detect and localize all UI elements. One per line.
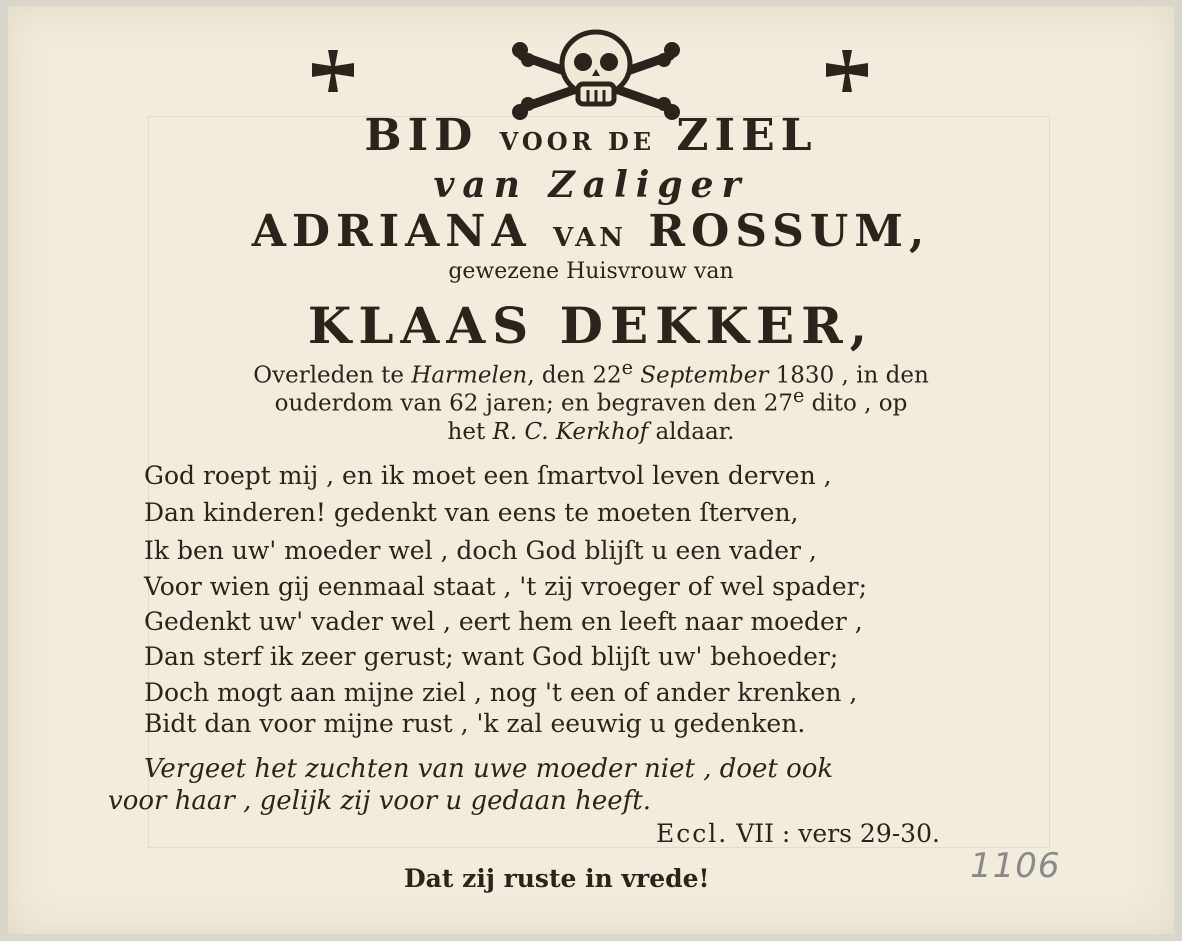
death-details-line-3: [8, 419, 1174, 445]
verse-line: Bidt dan voor mijne rust , 'k zal eeuwig u gedenken.: [144, 709, 806, 738]
verse-line: Voor wien gij eenmaal staat , 't zij vroeger of wel spader;: [144, 572, 868, 601]
verse-line: Gedenkt uw' vader wel , eert hem en leeft naar moeder ,: [144, 607, 863, 636]
citation-book: Eccl.: [656, 819, 729, 848]
scripture-citation: [656, 819, 940, 848]
memorial-card: [8, 6, 1174, 934]
heading-word: VOOR DE: [499, 127, 656, 156]
verse-line: Dan sterf ik zeer gerust; want God blijſt uw' behoeder;: [144, 642, 839, 671]
text-span: dito , op: [804, 390, 908, 417]
heading-word: ZIEL: [676, 110, 818, 161]
deceased-name: [8, 206, 1174, 257]
verse-line: Dan kinderen! gedenkt van eens te moeten ſterven,: [144, 498, 799, 527]
place-name: Harmelen: [411, 362, 528, 389]
skull-crossbones-icon: [508, 26, 683, 121]
month-name: September: [640, 362, 769, 389]
cross-pattee-icon: [822, 46, 872, 96]
exhortation-line: Vergeet het zuchten van uwe moeder niet , doet ook: [144, 754, 834, 784]
ordinal-suffix: e: [793, 384, 805, 407]
heading-van-zaliger: van Zaliger: [433, 164, 749, 206]
heading-word: BID: [364, 110, 479, 161]
death-details-line-2: [8, 384, 1174, 417]
text-span: Overleden te: [253, 362, 412, 389]
text-span: , den 22: [527, 362, 622, 389]
cross-pattee-icon: [308, 46, 358, 96]
verse-line: Ik ben uw' moeder wel , doch God blijſt u een vader ,: [144, 536, 817, 565]
citation-verse: VII : vers 29-30.: [728, 819, 940, 848]
verse-line: Doch mogt aan mijne ziel , nog 't een of ander krenken ,: [144, 678, 858, 707]
relation-line: gewezene Huisvrouw van: [448, 259, 734, 284]
ordinal-suffix: e: [621, 356, 633, 379]
text-span: het: [447, 419, 493, 445]
text-span: aldaar.: [648, 419, 735, 445]
name-word: VAN: [552, 223, 628, 253]
verse-line: God roept mij , en ik moet een ſmartvol leven derven ,: [144, 461, 832, 490]
text-span: 1830 , in den: [768, 362, 929, 389]
handwritten-inventory-number: 1106: [970, 846, 1061, 886]
exhortation-line: voor haar , gelijk zij voor u gedaan heeft.: [108, 786, 651, 816]
closing-prayer: Dat zij ruste in vrede!: [404, 864, 710, 893]
name-word: ROSSUM,: [648, 206, 931, 257]
place-name: R. C. Kerkhof: [492, 419, 649, 445]
name-word: ADRIANA: [251, 206, 532, 257]
text-span: ouderdom van 62 jaren; en begraven den 27: [274, 390, 794, 417]
husband-name: KLAAS DEKKER,: [307, 296, 875, 355]
heading-bid-voor-de-ziel: [8, 110, 1174, 161]
